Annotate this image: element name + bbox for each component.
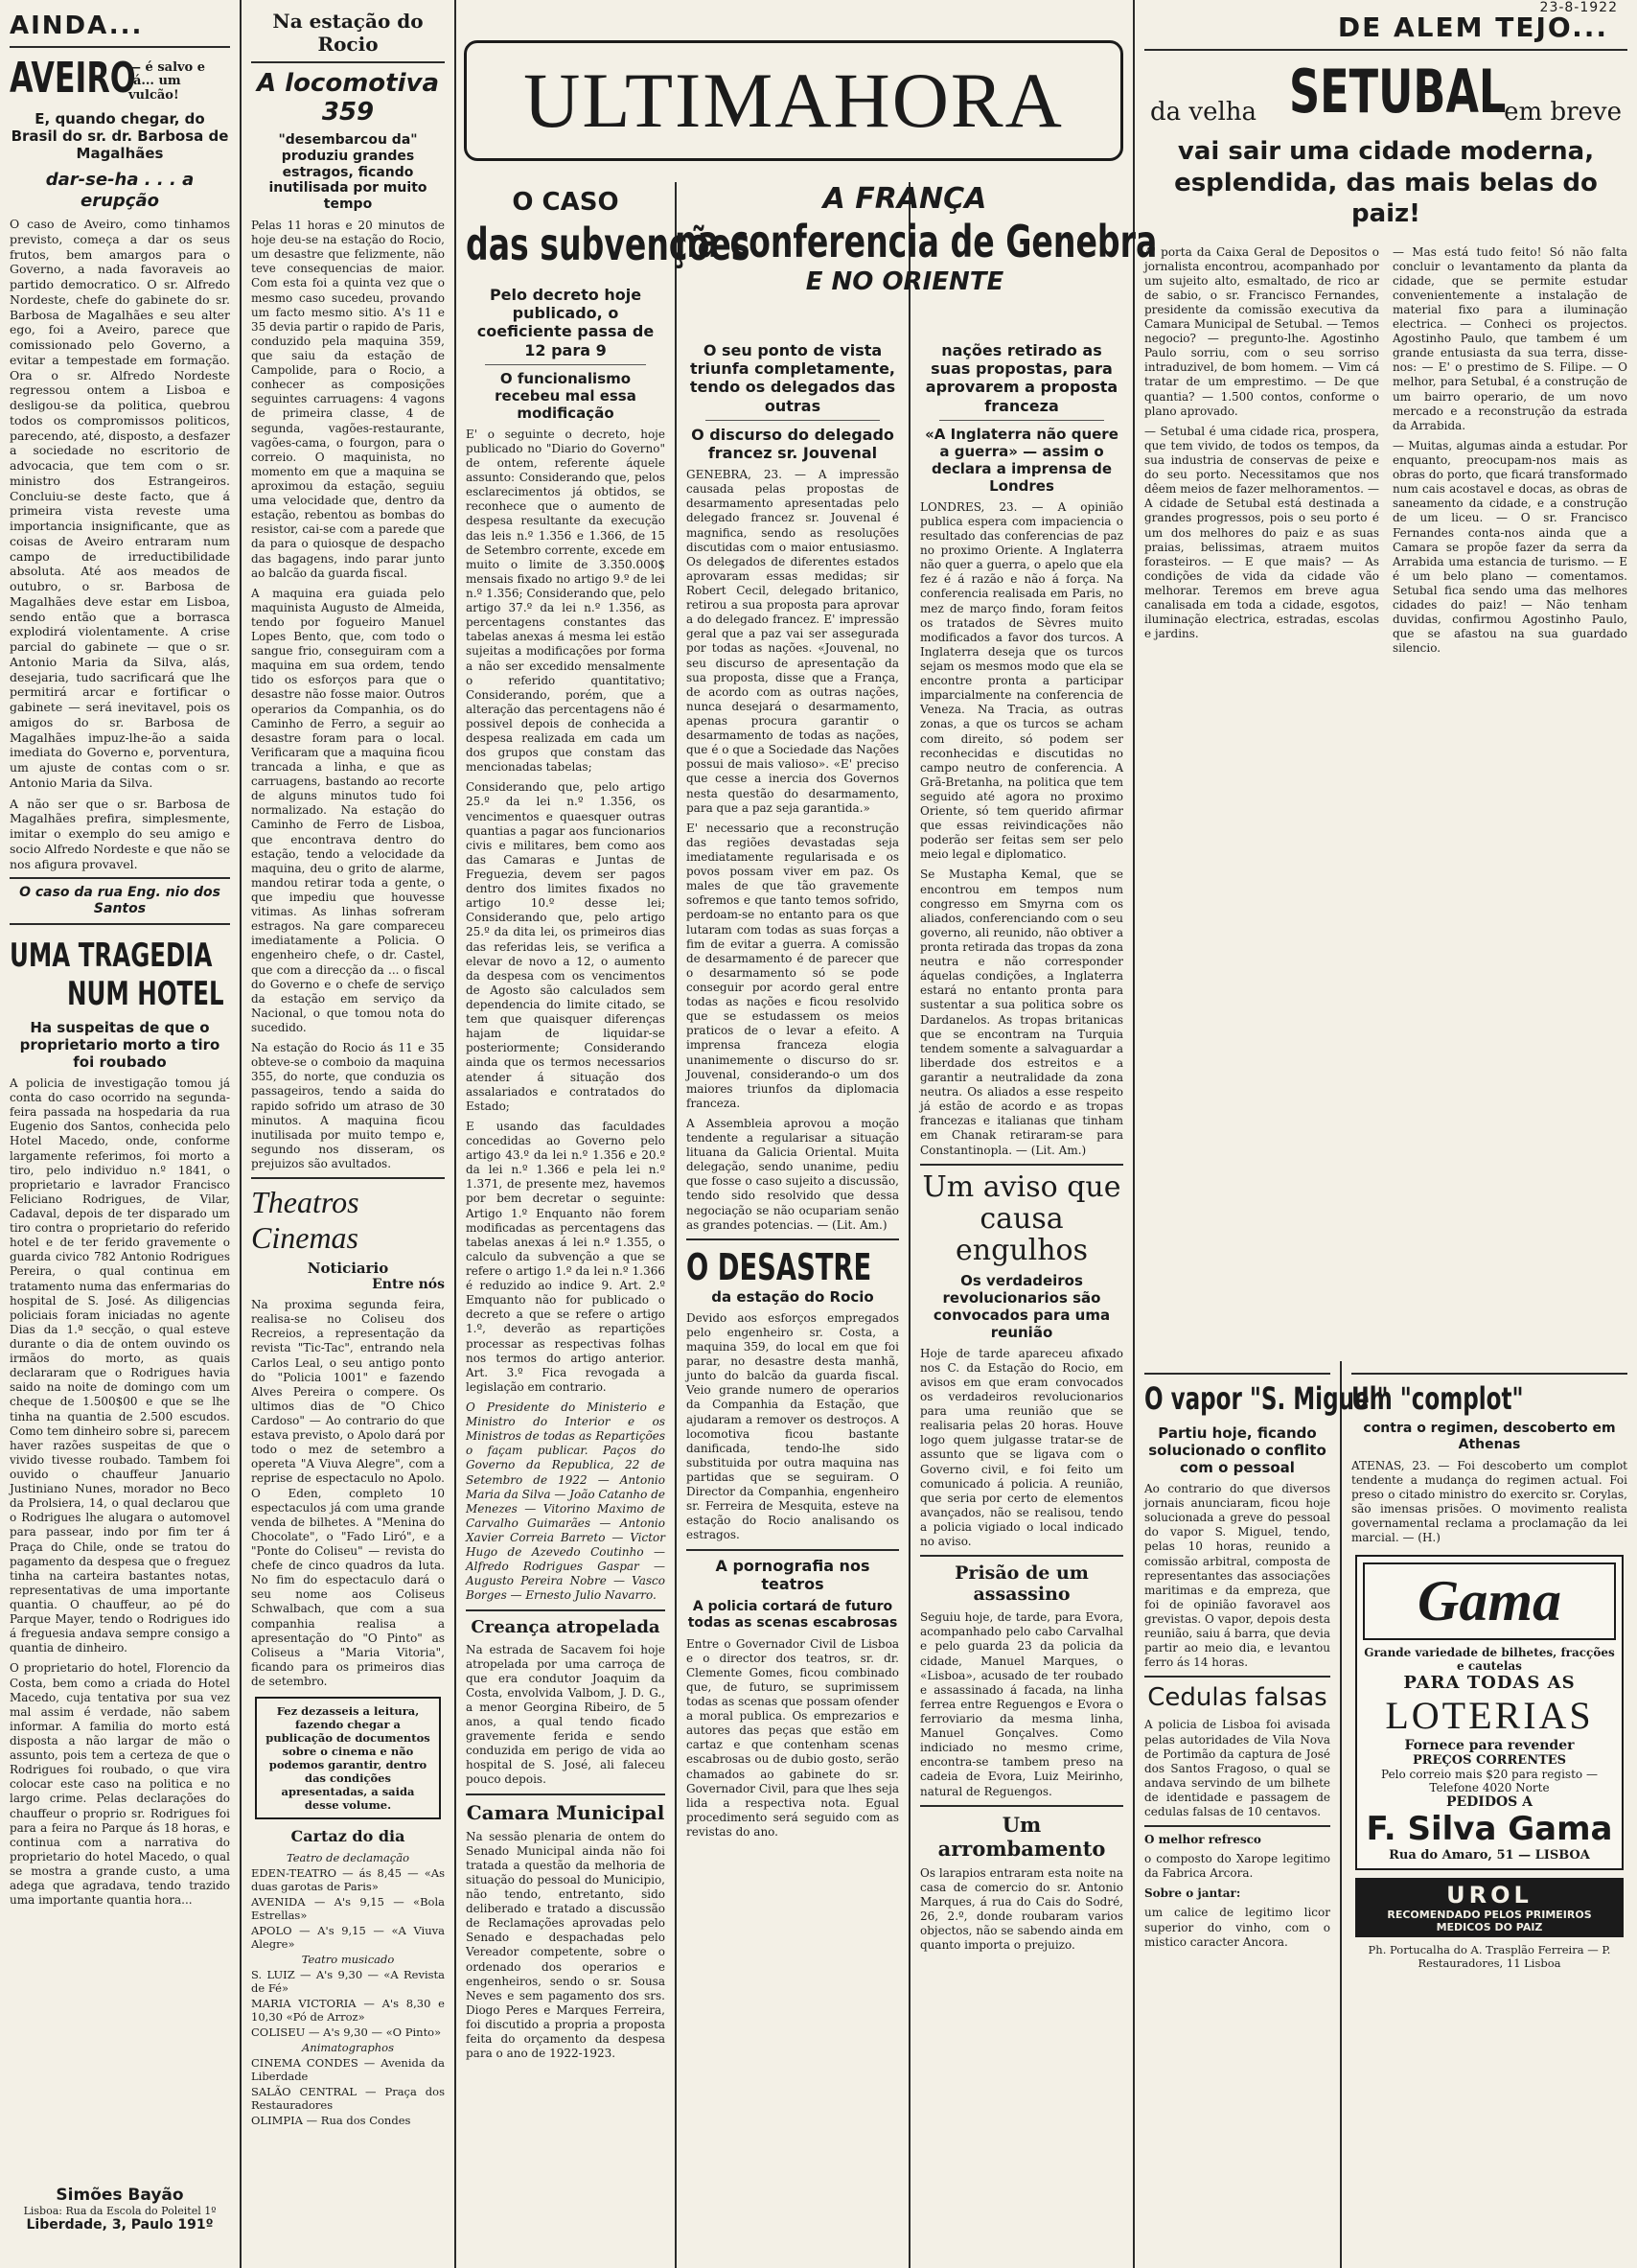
desastre-deck: da estação do Rocio <box>711 1287 874 1306</box>
subvencoes-deck: Pelo decreto hoje publicado, o coeficiente passa de 12 para 9 <box>476 286 655 359</box>
aveiro-body: O caso de Aveiro, como tinhamos previsto, começa a dar os seus frutos, bem amargos para o Governo, a nada favoraveis ao partido democratico. O sr. Alfredo Nordeste, chefe do gabinete do sr. Barbosa de Magalhães e seu alter ego, foi a Aveiro, parece que comissionado pelo Governo, a evitar a tempestade em formação. Ora o sr. Alfredo Nordeste regressou ontem a Lisboa e desligou-se da politica, quebrou todos os compromissos politicos, parecendo, até, disposto, a desfazer a sociedade no escritorio de advocacia, que tem com o sr. ministro dos Estrangeiros. Concluiu-se deste facto, que á primeira vista reveste uma importancia insignificante, que as coisas de Aveiro entraram num campo de irreductibilidade absoluta. Até aos meados de outubro, o sr. Barbosa de Magalhães deve estar em Lisboa, sendo então que a borrasca explodirá violentamente. A crise parcial do gabinete — que o sr. Antonio Maria da Silva, alás, desejaria, tudo sacrificará que lhe permitirá arcar e fortificar o gabinete — será inevitavel, pois os amigos do sr. Barbosa de Magalhães impuz-lhe-ão a saida imediata do Governo e, porventura, um ajuste de contas com o sr. Antonio Maria da Silva. <box>10 217 230 790</box>
aviso-line-1: Um aviso que <box>922 1169 1121 1204</box>
franca-kicker: A FRANÇA <box>822 182 987 216</box>
divider <box>251 1177 445 1179</box>
cartaz-item: SALÃO CENTRAL — Praça dos Restauradores <box>251 2085 445 2113</box>
cartaz-item: Teatro musicado <box>301 1953 395 1967</box>
franca-header <box>675 182 1158 296</box>
teatros-heading <box>251 1185 445 1256</box>
divider <box>686 1549 899 1551</box>
prisao-head: Prisão de um assassino <box>955 1562 1089 1606</box>
aviso-deck: Os verdadeiros revolucionarios são convocados para uma reunião <box>933 1271 1111 1341</box>
setubal-col-a <box>1144 240 1379 662</box>
loco-body-2: A maquina era guiada pelo maquinista Augusto de Almeida, tendo por fogueiro Manuel Lopes Bento, que, com todo o sangue frio, conseguiram com a maquina em sua ordem, tendo tido os esforços para que o desastre não fosse maior. Outros operarios da Companhia, os do Caminho de Ferro, a seguir ao desastre foram para o local. Verificaram que a maquina ficou trancada a linha, e que as carruagens, bastando ao recorte de alguns minutos tudo foi normalizado. Na estação do Caminho de Ferro de Lisboa, que encontrava dentro do estação, tendo a velocidade da maquina, deu o grito de alarme, mandou retirar toda a gente, o que impediu que houvesse vitimas. As linhas sofreram estragos. Na gare compareceu imediatamente a Policia. O engenheiro chefe, o dr. Castel, que com a direcção da ... o fiscal do Governo e o chefe de serviço da estação em serviço da Nacional, o que tomou nota do sucedido. <box>251 586 445 1034</box>
desastre-body: Devido aos esforços empregados pelo engenheiro sr. Costa, a maquina 359, do local em que foi parar, no desastre desta manhã, junto do balcão da guarda fiscal. Veio grande numero de operarios da Companhia da Estação, que ajudaram a remover os destroços. A locomotiva ficou bastante danificada, tendo-lhe sido substituida por outra maquina nas partidas que se seguiram. O Director da Companhia, engenheiro sr. Ferreira de Mesquita, esteve na estação do Rocio analisando os estragos. <box>686 1310 899 1542</box>
divider <box>1144 49 1627 51</box>
divider <box>1144 1676 1330 1678</box>
tragedia-deck: Ha suspeitas de que o proprietario morto a tiro foi roubado <box>19 1019 220 1072</box>
vapor-deck: Partiu hoje, ficando solucionado o conflito com o pessoal <box>1148 1424 1326 1476</box>
gama-line-1: Grande variedade de bilhetes, fracções e cautelas <box>1364 1646 1615 1674</box>
column-5 <box>911 336 1133 2268</box>
inglaterra-head: «A Inglaterra não quere a guerra» — assim o declara a imprensa de Londres <box>925 425 1118 495</box>
divider <box>920 1805 1123 1807</box>
franca-deck-right: nações retirado as suas propostas, para aprovarem a proposta franceza <box>925 341 1118 415</box>
subvencoes-body-2: Considerando que, pelo artigo 25.º da lei n.º 1.356, os vencimentos e quaesquer outras quantias a pagar aos funcionarios civis e militares, bem como aos das Camaras e Juntas de Freguezia, devem ser pagos dentro dos limites fixados no artigo 10.º desse lei; Considerando que, pelo artigo 25.º da dita lei, os primeiros dias das referidas leis, se verifica a elevar de novo a 12, o aumento da despesa com os vencimentos de Agosto são calculados sem dependencia do limite citado, se tem que quaisquer diferenças hajam de liquidar-se posteriormente; Considerando ainda que os termos necessarios atender á situação dos assalariados e contratados do Estado; <box>466 780 665 1113</box>
franca-body-2: E' necessario que a reconstrução das regiões devastadas seja imediatamente regularisada e os povos possam viver em paz. Os males de que tão gravemente sofremos e que tanto temos sofrido, perdoam-se no entanto para os que lutaram com todas as suas forças a fim de evitar a guerra. A comissão de desarmamento é de parecer que o desarmamento só se pode conseguir por acordo geral entre todas as nações e ficou resolvido que se estudassem os meios praticos de o levar a efeito. A imprensa franceza elogia unanimemente o discurso do sr. Jouvenal, considerando-o um dos maiores triunfos da diplomacia franceza. <box>686 821 899 1110</box>
divider <box>705 420 880 421</box>
teatros-word: Theatros <box>251 1185 359 1220</box>
gama-line-7: PEDIDOS A <box>1445 1794 1533 1811</box>
gama-line-2: PARA TODAS AS <box>1403 1673 1576 1694</box>
sobre-head: Sobre o jantar: <box>1144 1886 1241 1901</box>
urol-title: UROL <box>1446 1882 1533 1909</box>
gama-line-6: Pelo correio mais $20 para registo — Telefone 4020 Norte <box>1381 1768 1598 1795</box>
setubal-body-4: — Muitas, algumas ainda a estudar. Por enquanto, preocupam-nos mais as obras do porto, que ficará transformado num cais acostavel e docas, as obras de saneamento da cidade, e a construção de um liceu. — O sr. Francisco Fernandes conta-nos ainda que a Camara se propõe fazer da serra da Arrabida uma estancia de turismo. — E é um belo plano — comentamos. Setubal fica sendo uma das melhores cidades do paiz! — Não tenham duvidas, confirmou Agostinho Paulo, que se afastou na sua guardado silencio. <box>1393 438 1627 656</box>
pornografia-deck: A policia cortará de futuro todas as scenas escabrosas <box>687 1598 898 1631</box>
discurso-head: O discurso do delegado francez sr. Jouvenal <box>691 425 894 462</box>
aveiro-headline <box>10 54 230 103</box>
arrombamento-head: Um arrombamento <box>937 1812 1106 1861</box>
caso-kicker: O CASO <box>512 188 619 217</box>
column-1 <box>0 0 240 2268</box>
franca-headline: na conferencia de Genebra <box>675 216 1158 267</box>
sobre-body: um calice de legitimo licor superior do vinho, com o mistico caracter Ancora. <box>1144 1906 1330 1949</box>
divider <box>10 923 230 925</box>
loco-body-3: Na estação do Rocio ás 11 e 35 obteve-se o comboio da maquina 355, do norte, que conduzia os passageiros, tendo a saida do rapido sofrido um atraso de 30 minutos. A maquina ficou inutilisada por muito tempo e, segundo nos disseram, os prejuizos são avultados. <box>251 1041 445 1170</box>
gama-ad <box>1355 1555 1624 1870</box>
column-6-top <box>1135 0 1637 1361</box>
camara-head: Camara Municipal <box>466 1800 665 1824</box>
aveiro-title: AVEIRO <box>10 54 136 103</box>
vapor-head: O vapor "S. Miguel" <box>1144 1380 1389 1417</box>
divider <box>251 61 445 63</box>
franca-deck: O seu ponto de vista triunfa completamente, tendo os delegados das outras <box>689 341 896 415</box>
cartaz-item: EDEN-TEATRO — ás 8,45 — «As duas garotas de Paris» <box>251 1866 445 1894</box>
divider <box>1144 1373 1330 1375</box>
franca-body: GENEBRA, 23. — A impressão causada pelas propostas de desarmamento apresentadas pelo delegado francez sr. Jouvenal é magnifica, sendo as resoluções discutidas com o maior entusiasmo. Os delegados de diferentes estados aprovaram essas medidas; sir Robert Cecil, delegado britanico, retirou a sua proposta para aprovar a do delegado francez. E' impressão geral que a paz vai ser assegurada por todas as nações. «Jouvenal, no seu discurso de apresentação da sua proposta, disse que a França, de acordo com as outras nações, nunca desejará o desarmamento, apenas procura garantir o desarmamento de todas as nações, que é o que a Sociedade das Nações possui de mais valioso». «E' preciso que cesse a inercia dos Governos nesta questão do desarmamento, para que a paz seja garantida.» <box>686 468 899 815</box>
gama-line-3: LOTERIAS <box>1385 1694 1594 1738</box>
melhor-head: O melhor refresco <box>1144 1833 1261 1847</box>
inglaterra-body: LONDRES, 23. — A opinião publica espera com impaciencia o resultado das conferencias de paz no proximo Oriente. A Inglaterra não quer a guerra, o apelo que ela fez é á razão e não á força. Na conferencia realisada em Paris, no mez de março findo, foram feitos os tratados de Sèvres muito modificados a favor dos turcos. A Inglaterra deseja que os turcos sejam os mesmos modo que ela se encontre pronta a participar imparcialmente na conferencia de Veneza. Na Tracia, as outras zonas, a que os turcos se acham com direito, só podem ser reconhecidas e discutidas no campo neutro de conferencia. A Grã-Bretanha, na politica que tem seguido até agora no proximo Oriente, só tem querido afirmar que essas reivindicações não poderão ser feitas sem ser pelo meio legal e diplomatico. <box>920 499 1123 862</box>
teatros-body: Na proxima segunda feira, realisa-se no Coliseu dos Recreios, a representação da revista "Tic-Tac", entrando nela Carlos Leal, o seu antigo ponto do "Policia 1001" e fazendo Alves Pereira o compere. Os ultimos dias de "O Chico Cardoso" — Ao contrario do que estava previsto, o Apolo dará por todo o mez de setembro a opereta "A Viuva Alegre", com a reprise de espectaculo no Apolo. O Eden, completo 10 espectaculos já com uma grande venda de bilhetes. A "Menina do Chocolate", o "Fado Liró", e a "Ponte do Coliseu" — revista do chefe de cinco quadros da luta. No fim do espectaculo dará o seu nome aos Coliseus Schwalbach, que com a sua companhia realisa a apresentação do "O Pinto" as Coliseus a "Maria Vitoria", ficando para os primeiros dias de setembro. <box>251 1298 445 1688</box>
loco-kicker: Na estação do Rocio <box>272 10 424 56</box>
divider <box>1144 1825 1330 1827</box>
desastre-head: O DESASTRE <box>686 1245 872 1288</box>
cinemas-word: Cinemas <box>251 1220 358 1256</box>
franca-subhead: E NO ORIENTE <box>805 267 1004 296</box>
setubal-post: em breve <box>1504 98 1622 127</box>
urol-footer: Ph. Portucalha do A. Trasplão Ferreira — P. Restauradores, 11 Lisboa <box>1368 1943 1611 1971</box>
divider <box>686 1238 899 1240</box>
aviso-head <box>920 1171 1123 1266</box>
pornografia-body: Entre o Governador Civil de Lisboa e o director dos teatros, sr. dr. Clemente Gomes, ficou combinado que, de futuro, se suprimissem todas as scenas que possam ofender a moral publica. Os emprezarios e autores das peças que estão em cartaz e que contenham scenas escabrosas ou de dubio gosto, serão chamados ao gabinete do sr. Governador Civil, para que lhes seja lida a respectiva nota. Egual procedimento será seguido com as revistas do ano. <box>686 1636 899 1839</box>
complot-deck: contra o regimen, descoberto em Athenas <box>1363 1421 1616 1452</box>
column-3 <box>456 182 750 2268</box>
gama-line-5: PREÇOS CORRENTES <box>1412 1753 1567 1769</box>
caso-rua-head: O caso da rua Eng. nio dos Santos <box>19 885 220 917</box>
aveiro-body-2: A não ser que o sr. Barbosa de Magalhães prefira, simplesmente, imitar o exemplo do seu amigo e socio Alfredo Nordeste e que não se nos afigura provavel. <box>10 796 230 871</box>
subvencoes-body: E' o seguinte o decreto, hoje publicado no "Diario do Governo" de ontem, referente áquele assunto: Considerando que, pelos esclarecimentos já obtidos, se reconhece que o aumento de despesa resultante da execução das leis n.º 1.356 e 1.366, de 15 de Setembro corrente, excede em muito o limite de 3.350.000$ mensais fixado no artigo 9.º de lei n.º 1.356; Considerando que, pelo artigo 37.º da lei n.º 1.356, as percentagens constantes das tabelas anexas á mesma lei estão sujeitas a modificações por forma a não ser excedido mensalmente o referido quantitativo; Considerando, porém, que a alteração das percentagens não é possivel depois de conhecida a despesa realizada em cada um dos grupos que constam das mencionadas tabelas; <box>466 427 665 775</box>
cartaz-list <box>251 1851 445 2127</box>
column-7-bottom <box>1342 1361 1637 2268</box>
gama-line-4: Fornece para revender <box>1404 1738 1575 1754</box>
arrombamento-body: Os larapios entraram esta noite na casa de comercio do sr. Antonio Marques, á rua do Cais do Sodré, 26, 2.º, donde roubaram varios objectos, não se sabendo ainda em quanto importa o prejuizo. <box>920 1865 1123 1953</box>
column-4 <box>677 336 909 2268</box>
setubal-headline <box>1144 57 1627 127</box>
creanca-body: Na estrada de Sacavem foi hoje atropelada por uma carroça de que era condutor Joaquim da Costa, envolvida Valbom, J. D. G., a menor Georgina Ribeiro, de 5 anos, a qual tendo ficado gravemente ferida e sendo conduzida em perigo de vida ao hospital de S. José, ali faleceu pouco depois. <box>466 1642 665 1787</box>
vapor-body: Ao contrario do que diversos jornais anunciaram, ficou hoje solucionada a greve do pessoal do vapor S. Miguel, tendo, pelas 10 horas, reunido a comissão arbitral, composta de representantes das associações maritimas e da empreza, que foi de opinião favoravel aos grevistas. O vapor, depois desta reunião, saiu á barra, que devia partir ao meio dia, e levantou ferro ás 14 horas. <box>1144 1482 1331 1670</box>
creanca-head: Creança atropelada <box>471 1616 660 1637</box>
divider <box>920 1555 1123 1557</box>
divider <box>1351 1373 1627 1375</box>
complot-body: ATENAS, 23. — Foi descoberto um complot tendente a mudança do regimen actual. Foi preso o citado ministro do exercito sr. Corylas, são imensas prisões. O movimento realista governamental reclama a proclamação da lei marcial. — (H.) <box>1351 1458 1627 1545</box>
cedulas-body: A policia de Lisboa foi avisada pelas autoridades de Vila Nova de Portimão da captura de José dos Santos Fragoso, o qual se andava servindo de um bilhete de identidade e passagem de cedulas falsas de 10 centavos. <box>1144 1718 1330 1819</box>
urol-line: RECOMENDADO PELOS PRIMEIROS MEDICOS DO PAIZ <box>1387 1909 1592 1934</box>
cartaz-item: CINEMA CONDES — Avenida da Liberdade <box>251 2056 445 2084</box>
aveiro-side: — é salvo e lá... um vulcão! <box>128 60 206 103</box>
subvencoes-body-4: O Presidente do Ministerio e Ministro do Interior e os Ministros de todas as Repartições o façam publicar. Paços do Governo da Republica, 22 de Setembro de 1922 — Antonio Maria da Silva — João Catanho de Menezes — Vitorino Maximo de Carvalho Guimarães — Antonio Xavier Correia Barreto — Victor Hugo de Azevedo Coutinho — Alfredo Rodrigues Gaspar — Augusto Pereira Nobre — Vasco Borges — Ernesto Julio Navarro. <box>466 1400 665 1603</box>
melhor-body: o composto do Xarope legitimo da Fabrica Arcora. <box>1144 1852 1330 1881</box>
setubal-columns <box>1144 240 1627 662</box>
cartaz-item: AVENIDA — A's 9,15 — «Bola Estrellas» <box>251 1895 445 1923</box>
column-6-bottom <box>1135 1361 1389 2268</box>
subvencoes-deck-2: O funcionalismo recebeu mal essa modificação <box>495 369 636 422</box>
gama-logo: Gama <box>1363 1562 1616 1640</box>
aveiro-deck: E, quando chegar, do Brasil do sr. dr. Barbosa de Magalhães <box>11 110 229 162</box>
divider <box>939 420 1104 421</box>
inglaterra-body-2: Se Mustapha Kemal, que se encontrou em tempos num congresso em Smyrna com os aliados, conferenciando com o seu governo, ali reunido, não obtiver a pronta retirada das tropas da zona neutra e não corresponder áquelas condições, a Inglaterra estará no entanto pronta para sustentar a sua politica sobre os Dardanelos. As tropas britanicas que se encontram na Turquia tendem somente a salvaguardar a liberdade dos estreitos e a garantir a neutralidade da zona neutra. Os aliados a esse respeito já estão de acordo e as tropas francezas e italianas que tinham em Chanak retiraram-se para Constantinopla. — (Lit. Am.) <box>920 868 1123 1157</box>
entre-nos-head: Entre nós <box>372 1277 445 1293</box>
loco-headline: A locomotiva 359 <box>256 69 439 127</box>
divider <box>10 877 230 879</box>
aviso-body: Hoje de tarde apareceu afixado nos C. da Estação do Rocio, em avisos em que eram convocados os verdadeiros revolucionarios para uma reunião que se realisaria pelas 20 horas. Houve logo quem julgasse tratar-se de assunto que se ligava com o Governo civil, e foi feito um comunicado á policia. A reunião, que seria por certo de elementos avançados, não se realisou, tendo a policia vigiado o local indicado no aviso. <box>920 1346 1123 1549</box>
noticiario-head: Noticiario <box>307 1260 389 1278</box>
prisao-body: Seguiu hoje, de tarde, para Evora, acompanhado pelo cabo Carvalhal e pelo guarda 23 da policia da cidade, Manuel Marques, o «Lisboa», acusado de ter roubado e assassinado á facada, na linha ferrea entre Reguengos e Evora o ferroviario da mesma linha, Manuel Gonçalves. Como indiciado no mesmo crime, encontra-se tambem preso na cadeia de Evora, Luiz Meirinho, natural de Reguengos. <box>920 1610 1123 1798</box>
subvencoes-headline: das subvenções <box>466 219 750 270</box>
pornografia-head: A pornografia nos teatros <box>715 1556 870 1593</box>
tragedia-body-2: O proprietario do hotel, Florencio da Costa, bem como a criada do Hotel Macedo, cuja tentativa por sua vez mal assim é verdade, não sabem informar. A familia do morto está disposta a não largar de mão o assunto, pois tem a certeza de que o Rodrigues foi roubado, o que vira colocar este caso na politica e no largo crime. Pelas declarações do chauffeur o proprio sr. Rodrigues foi para a feira no Parque ás 18 horas, e continua com a narrativa do proprietario do hotel Macedo, o qual se mostra a grande custo, a uma adega que agradava, tendo trazido uma importante quantia hora... <box>10 1661 230 1908</box>
divider <box>920 1164 1123 1166</box>
issue-date: 23-8-1922 <box>1539 0 1618 15</box>
camara-body: Na sessão plenaria de ontem do Senado Municipal ainda não foi tratada a questão da melhoria de situação do pessoal do Municipio, não tendo, entretanto, sido deliberado e tratado a discussão de Reclamações aprovadas pelo Senado e despachadas pelo Vereador competente, sobre o ordenado dos operarios e engenheiros, sendo o sr. Sousa Neves e sem pagamento dos srs. Diogo Peres e Marques Ferreira, foi discutido a propria a proposta feita do orçamento da despesa para o ano de 1922-1923. <box>466 1829 665 2061</box>
cartaz-item: Teatro de declamação <box>286 1851 410 1865</box>
footer-ad-address: Liberdade, 3, Paulo 191º <box>26 2217 214 2233</box>
column-2 <box>242 0 454 2268</box>
setubal-body-3: — Setubal é uma cidade rica, prospera, que tem vivido, de todos os tempos, da sua industria de conservas de peixe e do seu porto. Necessitamos que nos dêem meios de fazer melhoramentos. — A cidade de Setubal está destinada a grandes progressos, pois o seu porto é um dos melhores do paiz e as suas praias, belissimas, atraem muitos forasteiros. — E que mais? — As condições de vida da cidade vão melhorar. Teremos em breve agua canalisada em toda a cidade, esgotos, iluminação electrica, estradas, escolas e jardins. <box>1144 424 1379 641</box>
cartaz-item: COLISEU — A's 9,30 — «O Pinto» <box>251 2025 442 2040</box>
urol-ad <box>1355 1878 1624 1937</box>
gama-line-8: F. Silva Gama <box>1366 1810 1613 1849</box>
tragedia-body: A policia de investigação tomou já conta do caso ocorrido na segunda-feira passada na hospedaria da rua Eugenio dos Santos, conhecida pelo Hotel Macedo, onde, conforme largamente referimos, foi morto a tiro, pelo individuo n.º 1841, o proprietario e lavrador Francisco Feliciano Rodrigues, de Vilar, Cadaval, depois de ter disparado um tiro contra o proprietario do referido hotel e de ter ferido gravemente o guarda civico 782 Antonio Rodrigues Pereira, o qual continua em tratamento numa das enfermarias do hospital de S. José. As diligencias policiais foram iniciadas no agente Dias da 1.ª secção, o qual esteve durante o dia de ontem ouvindo os irmãos do morto, as quais declararam que o Rodrigues havia saido na noite de domingo com um cheque de 1.500$00 e que se lhe tinha na quantia de 2.500 escudos. Como tem dinheiro sobre si, parecem haver razões suspeitas de que o vivido tivesse roubado. Tambem foi ouvido o chauffeur Januario Justiniano Nunes, morador no Beco da Prolsiera, 14, o qual declarou que o Rodrigues lhe alugara o automovel para passear, indo por fim ter á Praça do Chile, onde se tratou do pagamento da despesa que o freguez tinha na carteira bastantes notas, representativas de uma importante quantia. O chauffeur, ao pé do Parque Mayer, tendo o Rodrigues ido á freguesia andava sempre consigo a quantia de dinheiro. <box>10 1076 230 1655</box>
divider <box>466 1609 665 1611</box>
setubal-pre: da velha <box>1150 98 1257 127</box>
cartaz-item: Animatographos <box>301 2041 394 2055</box>
complot-head: Um "complot" <box>1351 1380 1524 1417</box>
setubal-body-2: — Mas está tudo feito! Só não falta concluir o levantamento da planta da cidade, que se permite estudar convenientemente a instalação de material fixo para a iluminação electrica. — Conheci os projectos. Agostinho Paulo, que tambem é um grande entusiasta da sua terra, disse-nos: — E' o prestimo de S. Filipe. — O melhor, para Setubal, é a construção de um bairro operario, de um novo mercado e a reconstrução da estrada da Arrabida. <box>1393 244 1627 432</box>
footer-ad-line: Lisboa: Rua da Escola do Poleitel 1º <box>23 2205 217 2218</box>
setubal-title: SETUBAL <box>1289 57 1507 127</box>
loco-deck: "desembarcou da" produziu grandes estragos, ficando inutilisada por muito tempo <box>268 132 427 213</box>
divider <box>466 1794 665 1795</box>
setubal-deck: vai sair uma cidade moderna, esplendida, das mais belas do paiz! <box>1174 137 1598 228</box>
loco-body: Pelas 11 horas e 20 minutos de hoje deu-se na estação do Rocio, um desastre que felizmente, não teve consequencias de maior. Com esta foi a quinta vez que o mesmo caso sucedeu, provando um facto mesmo sitio. A's 11 e 35 devia partir o rapido de Paris, conduzido pela maquina 359, que saiu da estação de Campolide, para o Rocio, a conhecer as composições seguintes carruagens: 4 vagons de primeira classe, 4 de segunda, vagões-restaurante, vagões-cama, o fourgon, para o correio. O maquinista, no momento em que a maquina se aproximou da estação, seguiu uma velocidade que, dentro da estação, rebentou as bombas do resistor, cai-se com a parede que da para o quiosque de despacho das bagagens, indo parar junto ao balcão da guarda fiscal. <box>251 218 445 580</box>
divider <box>10 46 230 48</box>
footer-ad <box>10 2186 230 2233</box>
footer-ad-name: Simões Bayão <box>56 2186 184 2205</box>
masthead <box>456 35 1131 161</box>
subvencoes-body-3: E usando das faculdades concedidas ao Governo pelo artigo 43.º da lei n.º 1.356 e 20.º da lei n.º 1.366 e pela lei n.º 1.371, de presente mez, havemos por bem decretar o seguinte: Artigo 1.º Enquanto não forem modificadas as percentagens das tabelas anexas á lei n.º 1.355, o calculo da subvenção a que se refere o artigo 1.º da lei n.º 1.366 é reduzido ao indice 9. Art. 2.º Emquanto não for publicado o decreto a que se refere o artigo 1.º, deverão as repartições processar as respectivas folhas nos termos do artigo anterior. Art. 3.º Fica revogada a legislação em contrario. <box>466 1119 665 1394</box>
masthead-title: ULTIMAHORA <box>523 57 1064 144</box>
teatros-notice: Fez dezasseis a leitura, fazendo chegar a publicação de documentos sobre o cinema e não podemos garantir, dentro das condições apresentadas, a saida desse volume. <box>255 1697 441 1819</box>
tragedia-head-2: NUM HOTEL <box>67 975 224 1014</box>
cartaz-head: Cartaz do dia <box>290 1827 405 1846</box>
cartaz-item: MARIA VICTORIA — A's 8,30 e 10,30 «Pó de Arroz» <box>251 1997 445 2025</box>
aveiro-deck-2: dar-se-ha . . . a erupção <box>45 170 195 211</box>
setubal-col-b <box>1393 240 1627 662</box>
tragedia-head-1: UMA TRAGEDIA <box>10 937 213 976</box>
cartaz-item: OLIMPIA — Rua dos Condes <box>251 2114 411 2128</box>
divider <box>485 364 646 365</box>
franca-body-3: A Assembleia aprovou a moção tendente a regularisar a situação lituana da Galicia Oriental. Muita delegação, sendo unanime, pediu que fosse o caso sujeito a discussão, tendo sido resolvido que dessa negociação se não ocupariam senão as grandes potencias. — (Lit. Am.) <box>686 1116 899 1232</box>
cartaz-item: S. LUIZ — A's 9,30 — «A Revista de Fé» <box>251 1968 445 1996</box>
masthead-box <box>464 40 1123 161</box>
kicker-ainda: AINDA... <box>10 12 144 40</box>
aviso-line-2: causa engulhos <box>956 1201 1088 1267</box>
gama-line-9: Rua do Amaro, 51 — LISBOA <box>1389 1848 1590 1863</box>
alem-tejo-kicker: DE ALEM TEJO... <box>1337 12 1608 43</box>
setubal-body: A' porta da Caixa Geral de Depositos o jornalista encontrou, acompanhado por um sujeito alto, esmaltado, de rico ar de sabio, o sr. Francisco Fernandes, presidente da comissão executiva da Camara Municipal de Setubal. — Temos negocio? — pregunto-lhe. Agostinho Paulo sorriu, com o seu sorriso intraduzivel, de bom homem. — Vim cá tratar de um emprestimo. — De que quantia? — 1.500 contos, conforme o plano aprovado. <box>1144 244 1379 418</box>
cedulas-head: Cedulas falsas <box>1147 1683 1327 1713</box>
cartaz-item: APOLO — A's 9,15 — «A Viuva Alegre» <box>251 1924 445 1952</box>
